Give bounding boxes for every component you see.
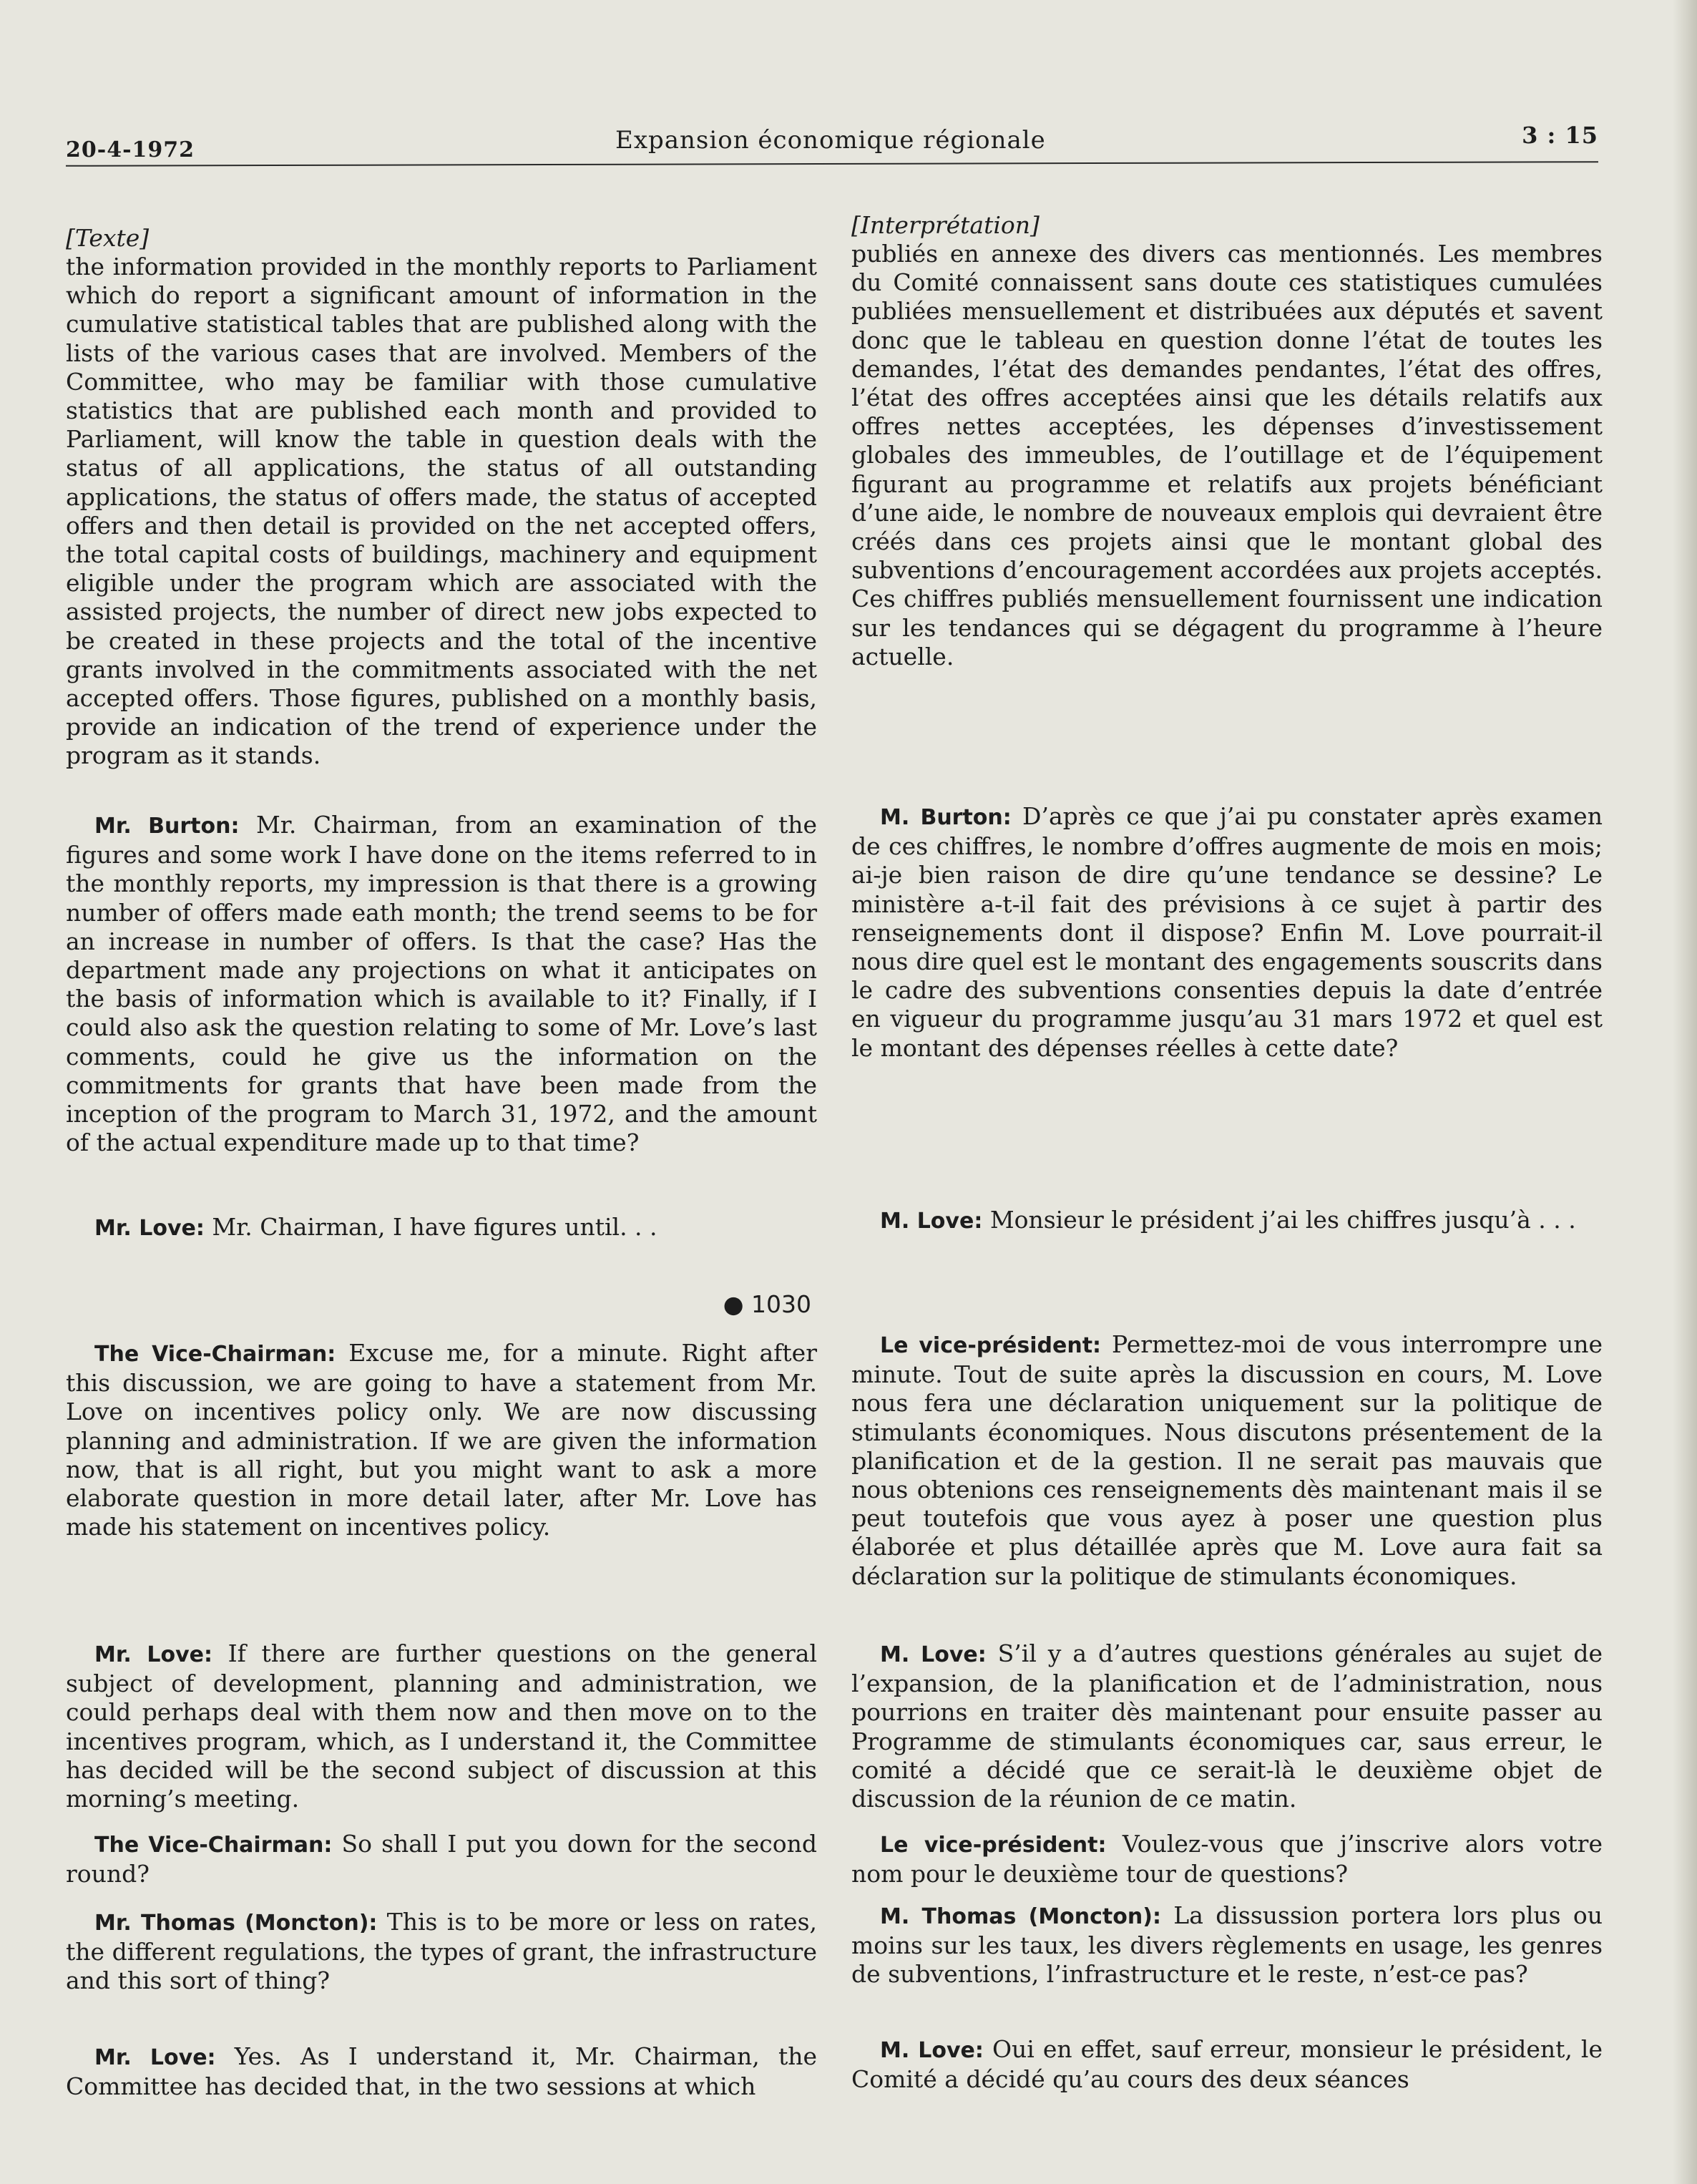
english-paragraph-love-1 [66,1213,817,1243]
speech-text: Voulez-vous que j’inscrive alors votre nom pour le deuxième tour de questions? [851,1830,1603,1888]
french-paragraph-vice-president-1 [851,1330,1603,1591]
interpretation-tag: [Interprétation] [851,211,1040,239]
speaker-label: Mr. Love: [94,1216,205,1241]
time-marker: ● 1030 [723,1290,811,1318]
speech-text: So shall I put you down for the second round? [66,1830,817,1888]
speaker-label: M. Love: [880,2038,984,2063]
speech-text: D’après ce que j’ai pu constater après examen de ces chiffres, le nombre d’offres augmente de mois en mois; ai-je bien raison de dire qu’une tendance se dessine? Le ministère a-t-il fait des prévisions à ce sujet à partir des renseignements dont il dispose? Enfin M. Love pourrait-il nous dire quel est le montant des engagements souscrits dans le cadre des subventions consenties depuis la date d’entrée en vigueur du programme jusqu’au 31 mars 1972 et quel est le montant des dépenses réelles à cette date? [851,802,1603,1062]
speech-text: Excuse me, for a minute. Right after this discussion, we are going to have a statement from Mr. Love on incentives policy only. We are now discussing planning and administration. If we are given the information now, that is all right, but you might want to ask a more elaborate question in more detail later, after Mr. Love has made his statement on incentives policy. [66,1339,817,1541]
speaker-label: Le vice-président: [880,1833,1107,1858]
page-header [66,122,1598,175]
english-paragraph-thomas [66,1908,817,1996]
speaker-label: M. Thomas (Moncton): [880,1904,1161,1929]
english-paragraph-vice-chairman-2 [66,1830,817,1888]
page-edge-shadow [1673,0,1697,2184]
english-paragraph-1: the information provided in the monthly reports to Parliament which do report a significant amount of information in the cumulative statistical tables that are published along with the lists of the various cases that are involved. Members of the Committee, who may be familiar with those cumulative statistics that are published each month and provided to Parliament, will know the table in question deals with the status of all applications, the status of all outstanding applications, the status of offers made, the status of accepted offers and then detail is provided on the net accepted offers, the total capital costs of buildings, machinery and equipment eligible under the program which are associated with the assisted projects, the number of direct new jobs expected to be created in these projects and the total of the incentive grants involved in the commitments associated with the net accepted offers. Those figures, published on a monthly basis, provide an indication of the trend of experience under the program as it stands. [66,253,817,770]
speaker-label: Mr. Thomas (Moncton): [94,1911,378,1936]
french-paragraph-vice-president-2 [851,1830,1603,1888]
english-column [66,211,817,2172]
speaker-label: M. Love: [880,1642,987,1667]
speech-text: Yes. As I understand it, Mr. Chairman, the Committee has decided that, in the two sessions at which [66,2042,817,2101]
french-column [851,211,1603,2172]
french-paragraph-thomas [851,1901,1603,1989]
speaker-label: Mr. Burton: [94,814,240,839]
header-page-number: 3 : 15 [1522,122,1598,149]
speaker-label: Le vice-président: [880,1333,1102,1358]
speaker-label: M. Love: [880,1209,983,1234]
speech-text: This is to be more or less on rates, the different regulations, the types of grant, the infrastructure and this sort of thing? [66,1908,817,1995]
french-paragraph-1: publiés en annexe des divers cas mentionnés. Les membres du Comité connaissent sans doute ces statistiques cumulées publiées mensuellement et distribuées aux députés et savent donc que le tableau en question donne l’état de toutes les demandes, l’état des demandes pendantes, l’état des offres, l’état des offres acceptées ainsi que les détails relatifs aux offres nettes acceptées, les dépenses d’investissement globales des immeubles, de l’outillage et de l’équipement figurant au programme et relatifs aux projets bénéficiant d’une aide, le nombre de nouveaux emplois qui devraient être créés dans ces projets ainsi que le montant global des subventions d’encouragement accordées aux projets acceptés. Ces chiffres publiés mensuellement fournissent une indication sur les tendances qui se dégagent du programme à l’heure actuelle. [851,240,1603,671]
speaker-label: Mr. Love: [94,1642,212,1667]
header-title: Expansion économique régionale [615,126,1046,155]
speaker-label: Mr. Love: [94,2045,216,2070]
speech-text: If there are further questions on the general subject of development, planning and administration, we could perhaps deal with them now and then move on to the incentives program, which, as I understand it, the Committee has decided will be the second subject of discussion at this morning’s meeting. [66,1639,817,1813]
english-paragraph-vice-chairman-1 [66,1339,817,1541]
speaker-label: M. Burton: [880,805,1012,830]
english-paragraph-love-3 [66,2042,817,2101]
french-paragraph-love-2 [851,1639,1603,1813]
speech-text: Oui en effet, sauf erreur, monsieur le président, le Comité a décidé qu’au cours des deux séances [851,2035,1603,2094]
speech-text: Permettez-moi de vous interrompre une minute. Tout de suite après la discussion en cours, M. Love nous fera une déclaration uniquement sur la politique de stimulants économiques. Nous discutons présentement de la planification et de la gestion. Il ne serait pas mauvais que nous obtenions ces renseignements dès maintenant mais il se peut toutefois que vous ayez à poser une question plus élaborée et plus détaillée après que M. Love aura fait sa déclaration sur la politique de stimulants économiques. [851,1330,1603,1590]
english-paragraph-love-2 [66,1639,817,1813]
header-rule [66,161,1598,167]
texte-tag: [Texte] [66,224,150,252]
speech-text: Mr. Chairman, from an examination of the figures and some work I have done on the items referred to in the monthly reports, my impression is that there is a growing number of offers made eath month; the trend seems to be for an increase in number of offers. Is that the case? Has the department made any projections on what it anticipates on the basis of information which is available to it? Finally, if I could also ask the question relating to some of Mr. Love’s last comments, could he give us the information on the commitments for grants that have been made from the inception of the program to March 31, 1972, and the amount of the actual expenditure made up to that time? [66,811,817,1157]
english-paragraph-burton [66,811,817,1157]
speech-text: Mr. Chairman, I have figures until. . . [212,1213,657,1241]
speech-text: La dissussion portera lors plus ou moins sur les taux, les divers règlements en usage, les genres de subventions, l’infrastructure et le reste, n’est-ce pas? [851,1901,1603,1989]
header-date: 20-4-1972 [66,137,195,162]
french-paragraph-burton [851,802,1603,1063]
french-paragraph-love-1 [851,1206,1603,1236]
speaker-label: The Vice-Chairman: [94,1342,336,1367]
speaker-label: The Vice-Chairman: [94,1833,333,1858]
speech-text: Monsieur le président j’ai les chiffres jusqu’à . . . [989,1206,1576,1234]
french-paragraph-love-3 [851,2035,1603,2094]
speech-text: S’il y a d’autres questions générales au sujet de l’expansion, de la planification et de l’administration, nous pourrions en traiter dès maintenant pour ensuite passer au Programme de stimulants économiques car, saus erreur, le comité a décidé que ce serait-là le deuxième objet de discussion de la réunion de ce matin. [851,1639,1603,1813]
